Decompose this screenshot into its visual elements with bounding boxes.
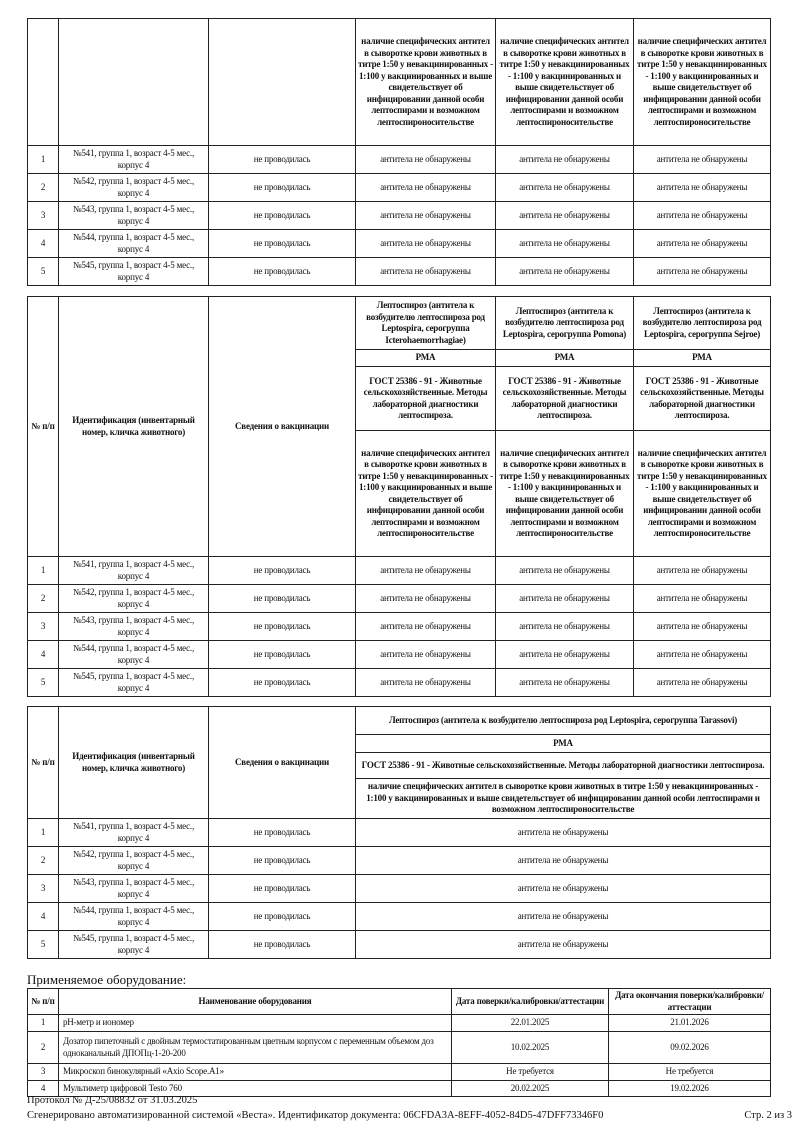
page-number: Стр. 2 из 3 <box>744 1110 792 1121</box>
test-result: антитела не обнаружены <box>634 146 771 174</box>
equipment-name: pH-метр и иономер <box>59 1015 452 1032</box>
equipment-name: Микроскоп бинокулярный «Axio Scope.A1» <box>59 1064 452 1081</box>
num-header: № п/п <box>28 297 59 557</box>
test-result: антитела не обнаружены <box>634 174 771 202</box>
row-number: 4 <box>28 641 59 669</box>
table-row <box>28 931 771 959</box>
method-header: РМА <box>496 350 634 367</box>
test-result: антитела не обнаружены <box>356 875 771 903</box>
criterion-header: наличие специфических антител в сыворотке крови животных в титре 1:50 у невакцинированных - 1:100 у вакцинированных и выше свидетельствует об инфицировании данной особи лептоспирами и возможном лептоспироносительстве <box>496 19 634 146</box>
vaccination-info: не проводилась <box>209 819 356 847</box>
vaccination-info: не проводилась <box>209 641 356 669</box>
test-result: антитела не обнаружены <box>356 202 496 230</box>
verification-date: 10.02.2025 <box>452 1032 609 1064</box>
test-result: антитела не обнаружены <box>634 669 771 697</box>
test-result: антитела не обнаружены <box>356 258 496 286</box>
test-result: антитела не обнаружены <box>496 641 634 669</box>
equipment-row <box>28 1015 771 1032</box>
table-row <box>28 903 771 931</box>
equipment-header: Наименование оборудования <box>59 989 452 1015</box>
animal-id: №544, группа 1, возраст 4-5 мес., корпус 4 <box>59 903 209 931</box>
table-row <box>28 258 771 286</box>
test-result: антитела не обнаружены <box>356 931 771 959</box>
header-row <box>28 989 771 1015</box>
criterion-header: наличие специфических антител в сыворотке крови животных в титре 1:50 у невакцинированных - 1:100 у вакцинированных и выше свидетельствует об инфицировании данной особи лептоспирами и возможном лептоспироносительстве <box>634 19 771 146</box>
header-row <box>28 297 771 350</box>
test-result: антитела не обнаружены <box>634 557 771 585</box>
table-row <box>28 230 771 258</box>
test-result: антитела не обнаружены <box>356 819 771 847</box>
row-number: 4 <box>28 230 59 258</box>
table-row <box>28 819 771 847</box>
criterion-header: наличие специфических антител в сыворотке крови животных в титре 1:50 у невакцинированных - 1:100 у вакцинированных и выше свидетельствует об инфицировании данной особи лептоспирами и возможном лептоспироносительстве <box>634 431 771 557</box>
protocol-number: Протокол № Д-25/08832 от 31.03.2025 <box>27 1095 198 1106</box>
test-result: антитела не обнаружены <box>496 202 634 230</box>
test-result: антитела не обнаружены <box>634 585 771 613</box>
test-result: антитела не обнаружены <box>496 613 634 641</box>
equipment-name: Дозатор пипеточный с двойным термостатированным цветным корпусом с переменным объемом доз одноканальный ДПОПц-1-20-200 <box>59 1032 452 1064</box>
animal-id: №544, группа 1, возраст 4-5 мес., корпус 4 <box>59 230 209 258</box>
vaccination-info: не проводилась <box>209 613 356 641</box>
table-row <box>28 613 771 641</box>
expiry-date: Не требуется <box>609 1064 771 1081</box>
results-table-continued <box>27 18 771 286</box>
method-header: РМА <box>356 350 496 367</box>
equipment-header: Дата поверки/калибровки/аттестации <box>452 989 609 1015</box>
table-row <box>28 641 771 669</box>
test-result: антитела не обнаружены <box>496 669 634 697</box>
row-number: 2 <box>28 174 59 202</box>
gost-header: ГОСТ 25386 - 91 - Животные сельскохозяйственные. Методы лабораторной диагностики лептоспироза. <box>634 367 771 431</box>
equipment-title: Применяемое оборудование: <box>27 972 187 987</box>
animal-id: №545, группа 1, возраст 4-5 мес., корпус 4 <box>59 669 209 697</box>
vaccination-info: не проводилась <box>209 557 356 585</box>
row-number: 5 <box>28 931 59 959</box>
table-row <box>28 669 771 697</box>
vaccination-header: Сведения о вакцинации <box>209 297 356 557</box>
row-number: 1 <box>28 557 59 585</box>
equipment-header: № п/п <box>28 989 59 1015</box>
vaccination-info: не проводилась <box>209 230 356 258</box>
vaccination-info: не проводилась <box>209 585 356 613</box>
test-result: антитела не обнаружены <box>356 230 496 258</box>
gost-header: ГОСТ 25386 - 91 - Животные сельскохозяйственные. Методы лабораторной диагностики лептоспироза. <box>356 753 771 779</box>
serogroup-header: Лептоспироз (антитела к возбудителю лептоспироза род Leptospira, серогруппа Tarassovi) <box>356 707 771 735</box>
expiry-date: 21.01.2026 <box>609 1015 771 1032</box>
row-number: 1 <box>28 1015 59 1032</box>
test-result: антитела не обнаружены <box>496 146 634 174</box>
row-number: 4 <box>28 1081 59 1097</box>
row-number: 3 <box>28 613 59 641</box>
vaccination-info: не проводилась <box>209 258 356 286</box>
gost-header: ГОСТ 25386 - 91 - Животные сельскохозяйственные. Методы лабораторной диагностики лептоспироза. <box>496 367 634 431</box>
vaccination-info: не проводилась <box>209 875 356 903</box>
vaccination-info: не проводилась <box>209 146 356 174</box>
blank-header-cell <box>209 19 356 146</box>
expiry-date: 19.02.2026 <box>609 1081 771 1097</box>
test-result: антитела не обнаружены <box>496 174 634 202</box>
row-number: 4 <box>28 903 59 931</box>
method-header: РМА <box>634 350 771 367</box>
animal-id: №542, группа 1, возраст 4-5 мес., корпус 4 <box>59 585 209 613</box>
test-result: антитела не обнаружены <box>356 585 496 613</box>
test-result: антитела не обнаружены <box>496 258 634 286</box>
serogroup-header: Лептоспироз (антитела к возбудителю лептоспироза род Leptospira, серогруппа Icterohaemorrhagiae) <box>356 297 496 350</box>
row-number: 1 <box>28 819 59 847</box>
method-header: РМА <box>356 735 771 753</box>
vaccination-info: не проводилась <box>209 202 356 230</box>
test-result: антитела не обнаружены <box>496 557 634 585</box>
vaccination-header: Сведения о вакцинации <box>209 707 356 819</box>
vaccination-info: не проводилась <box>209 847 356 875</box>
verification-date: 22.01.2025 <box>452 1015 609 1032</box>
animal-id: №545, группа 1, возраст 4-5 мес., корпус 4 <box>59 258 209 286</box>
row-number: 2 <box>28 1032 59 1064</box>
row-number: 3 <box>28 202 59 230</box>
header-row <box>28 19 771 146</box>
table-row <box>28 875 771 903</box>
table-row <box>28 847 771 875</box>
criterion-header: наличие специфических антител в сыворотке крови животных в титре 1:50 у невакцинированных - 1:100 у вакцинированных и выше свидетельствует об инфицировании данной особи лептоспирами и возможном лептоспироносительстве <box>356 779 771 819</box>
test-result: антитела не обнаружены <box>634 202 771 230</box>
test-result: антитела не обнаружены <box>634 641 771 669</box>
test-result: антитела не обнаружены <box>356 847 771 875</box>
test-result: антитела не обнаружены <box>356 146 496 174</box>
test-result: антитела не обнаружены <box>356 613 496 641</box>
row-number: 5 <box>28 669 59 697</box>
equipment-table <box>27 988 771 1097</box>
row-number: 2 <box>28 847 59 875</box>
blank-header-cell <box>28 19 59 146</box>
verification-date: Не требуется <box>452 1064 609 1081</box>
animal-id: №541, группа 1, возраст 4-5 мес., корпус 4 <box>59 146 209 174</box>
test-result: антитела не обнаружены <box>356 174 496 202</box>
gost-header: ГОСТ 25386 - 91 - Животные сельскохозяйственные. Методы лабораторной диагностики лептоспироза. <box>356 367 496 431</box>
animal-id: №541, группа 1, возраст 4-5 мес., корпус 4 <box>59 819 209 847</box>
test-result: антитела не обнаружены <box>356 641 496 669</box>
vaccination-info: не проводилась <box>209 669 356 697</box>
table-row <box>28 557 771 585</box>
results-table-tarassovi <box>27 706 771 959</box>
row-number: 5 <box>28 258 59 286</box>
row-number: 3 <box>28 1064 59 1081</box>
equipment-header: Дата окончания поверки/калибровки/аттестации <box>609 989 771 1015</box>
criterion-header: наличие специфических антител в сыворотке крови животных в титре 1:50 у невакцинированных - 1:100 у вакцинированных и выше свидетельствует об инфицировании данной особи лептоспирами и возможном лептоспироносительстве <box>496 431 634 557</box>
table-row <box>28 202 771 230</box>
row-number: 2 <box>28 585 59 613</box>
verification-date: 20.02.2025 <box>452 1081 609 1097</box>
animal-id: №545, группа 1, возраст 4-5 мес., корпус 4 <box>59 931 209 959</box>
row-number: 1 <box>28 146 59 174</box>
animal-id: №544, группа 1, возраст 4-5 мес., корпус 4 <box>59 641 209 669</box>
serogroup-header: Лептоспироз (антитела к возбудителю лептоспироза род Leptospira, серогруппа Pomona) <box>496 297 634 350</box>
row-number: 3 <box>28 875 59 903</box>
test-result: антитела не обнаружены <box>496 230 634 258</box>
animal-id: №543, группа 1, возраст 4-5 мес., корпус 4 <box>59 202 209 230</box>
equipment-row <box>28 1064 771 1081</box>
serogroup-header: Лептоспироз (антитела к возбудителю лептоспироза род Leptospira, серогруппа Sejroe) <box>634 297 771 350</box>
id-header: Идентификация (инвентарный номер, кличка животного) <box>59 297 209 557</box>
expiry-date: 09.02.2026 <box>609 1032 771 1064</box>
table-row <box>28 146 771 174</box>
vaccination-info: не проводилась <box>209 903 356 931</box>
test-result: антитела не обнаружены <box>356 903 771 931</box>
criterion-header: наличие специфических антител в сыворотке крови животных в титре 1:50 у невакцинированных - 1:100 у вакцинированных и выше свидетельствует об инфицировании данной особи лептоспирами и возможном лептоспироносительстве <box>356 19 496 146</box>
vaccination-info: не проводилась <box>209 174 356 202</box>
animal-id: №541, группа 1, возраст 4-5 мес., корпус 4 <box>59 557 209 585</box>
criterion-header: наличие специфических антител в сыворотке крови животных в титре 1:50 у невакцинированных - 1:100 у вакцинированных и выше свидетельствует об инфицировании данной особи лептоспирами и возможном лептоспироносительстве <box>356 431 496 557</box>
generated-by: Сгенерировано автоматизированной системой «Веста». Идентификатор документа: 06CFDA3A-8EFF-4052-84D5-47DFF73346F0 <box>27 1110 604 1121</box>
table-row <box>28 174 771 202</box>
test-result: антитела не обнаружены <box>634 613 771 641</box>
test-result: антитела не обнаружены <box>496 585 634 613</box>
test-result: антитела не обнаружены <box>356 669 496 697</box>
equipment-name: Мультиметр цифровой Testo 760 <box>59 1081 452 1097</box>
num-header: № п/п <box>28 707 59 819</box>
equipment-row <box>28 1032 771 1064</box>
test-result: антитела не обнаружены <box>634 258 771 286</box>
animal-id: №542, группа 1, возраст 4-5 мес., корпус 4 <box>59 847 209 875</box>
results-table-serogroups <box>27 296 771 697</box>
animal-id: №543, группа 1, возраст 4-5 мес., корпус 4 <box>59 613 209 641</box>
id-header: Идентификация (инвентарный номер, кличка животного) <box>59 707 209 819</box>
animal-id: №543, группа 1, возраст 4-5 мес., корпус 4 <box>59 875 209 903</box>
vaccination-info: не проводилась <box>209 931 356 959</box>
header-row <box>28 707 771 735</box>
test-result: антитела не обнаружены <box>634 230 771 258</box>
test-result: антитела не обнаружены <box>356 557 496 585</box>
blank-header-cell <box>59 19 209 146</box>
animal-id: №542, группа 1, возраст 4-5 мес., корпус 4 <box>59 174 209 202</box>
table-row <box>28 585 771 613</box>
